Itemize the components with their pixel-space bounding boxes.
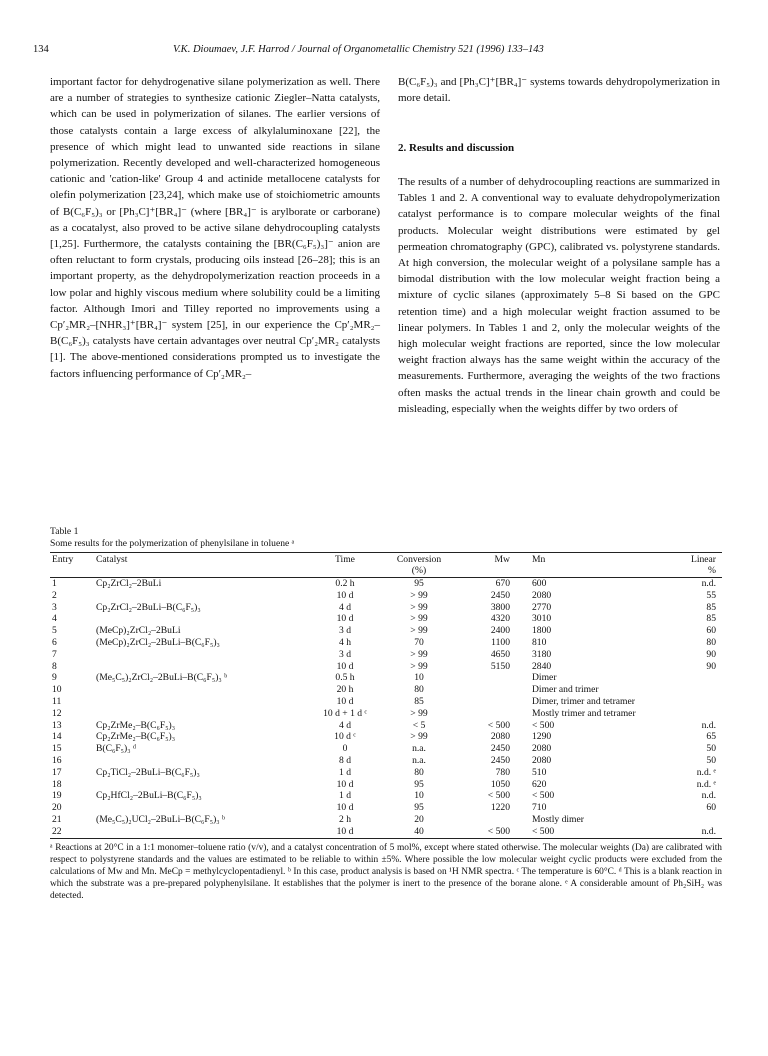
header-conversion-unit: (%) — [411, 565, 427, 576]
cell-catalyst — [94, 696, 308, 708]
cell-conversion: < 5 — [412, 719, 426, 731]
cell-linear: n.d. ᵉ — [696, 766, 716, 778]
cell-catalyst: B(C₆F₅)₃ ᵈ — [96, 743, 136, 755]
cell-entry: 20 — [52, 802, 62, 814]
cell-time: 20 h — [336, 684, 354, 696]
cell-mw: < 500 — [487, 825, 510, 837]
table-row — [50, 755, 722, 767]
header-conversion-label: Conversion — [396, 554, 442, 565]
cell-mn: 2840 — [532, 660, 552, 672]
cell-entry: 13 — [52, 719, 62, 731]
cell-linear: 60 — [706, 625, 716, 637]
cell-catalyst — [94, 802, 308, 814]
cell-catalyst: (MeCp)₂ZrCl₂–2BuLi — [96, 625, 181, 637]
cell-mn: 2080 — [532, 743, 552, 755]
cell-time: 10 d — [336, 778, 354, 790]
cell-conversion: 80 — [414, 684, 424, 696]
cell-mw: 4320 — [490, 613, 510, 625]
table-row — [50, 613, 722, 625]
cell-time: 1 d — [339, 790, 351, 802]
cell-linear: 90 — [706, 660, 716, 672]
right-intro: B(C₆F₅)₃ and [Ph₃C]⁺[BR₄]⁻ systems towards dehydropolymerization in more detail. — [398, 76, 720, 105]
cell-mw: 2450 — [490, 743, 510, 755]
cell-mw: 2400 — [490, 625, 510, 637]
cell-entry: 6 — [52, 636, 57, 648]
cell-conversion: 40 — [414, 825, 424, 837]
header-linear-unit: % — [708, 565, 716, 576]
cell-entry: 18 — [52, 778, 62, 790]
cell-catalyst: Cp₂HfCl₂–2BuLi–B(C₆F₅)₃ — [96, 790, 202, 802]
cell-time: 3 d — [339, 648, 351, 660]
cell-conversion: > 99 — [410, 648, 428, 660]
table-row — [50, 779, 722, 791]
cell-catalyst: Cp₂ZrCl₂–2BuLi — [96, 578, 162, 589]
table-row — [50, 602, 722, 614]
cell-linear — [654, 814, 722, 826]
cell-mw: 1100 — [491, 636, 510, 648]
cell-linear — [654, 684, 722, 696]
cell-time: 0 — [342, 743, 348, 755]
cell-conversion: 80 — [414, 766, 424, 778]
cell-entry: 21 — [52, 813, 62, 825]
cell-conversion: n.a. — [412, 743, 426, 755]
cell-time: 10 d — [336, 695, 354, 707]
cell-mn: < 500 — [532, 825, 555, 837]
table-header-row — [50, 553, 722, 578]
header-time: Time — [335, 554, 355, 565]
table-label: Table 1 — [50, 526, 79, 537]
table-1 — [50, 526, 722, 902]
right-column — [398, 74, 720, 415]
cell-conversion: 85 — [414, 695, 424, 707]
cell-mw: < 500 — [487, 790, 510, 802]
cell-linear: 90 — [706, 648, 716, 660]
results-table — [50, 552, 722, 839]
cell-time: 10 d — [336, 802, 354, 814]
cell-catalyst: Cp₂ZrCl₂–2BuLi–B(C₆F₅)₃ — [96, 601, 201, 613]
table-row — [50, 790, 722, 802]
cell-conversion: > 99 — [410, 660, 428, 672]
cell-linear: n.d. — [701, 825, 716, 837]
cell-linear: 55 — [706, 589, 716, 601]
table-row — [50, 578, 722, 590]
cell-catalyst — [94, 590, 308, 602]
cell-mn: 710 — [532, 802, 547, 814]
cell-linear: 85 — [706, 613, 716, 625]
cell-conversion: > 99 — [410, 589, 428, 601]
table-body — [50, 578, 722, 839]
cell-conversion: 95 — [414, 578, 424, 589]
cell-catalyst — [94, 661, 308, 673]
cell-entry: 2 — [52, 589, 57, 601]
cell-mn: Dimer and trimer — [532, 684, 599, 696]
cell-linear: n.d. — [701, 578, 716, 589]
cell-catalyst: Cp₂ZrMe₂–B(C₆F₅)₃ — [96, 731, 176, 743]
cell-time: 0.2 h — [335, 578, 355, 589]
header-entry: Entry — [52, 554, 74, 565]
cell-linear — [654, 708, 722, 720]
cell-entry: 8 — [52, 660, 57, 672]
cell-linear: 80 — [706, 636, 716, 648]
cell-time: 4 d — [339, 601, 351, 613]
cell-mw: 2080 — [490, 731, 510, 743]
cell-conversion: 10 — [414, 672, 424, 684]
table-row — [50, 802, 722, 814]
cell-mw: 4650 — [490, 648, 510, 660]
page-header — [33, 44, 733, 58]
cell-mw — [456, 708, 512, 720]
cell-entry: 17 — [52, 766, 62, 778]
cell-time: 4 d — [339, 719, 351, 731]
cell-entry: 16 — [52, 754, 62, 766]
cell-catalyst — [94, 649, 308, 661]
cell-catalyst: Cp₂ZrMe₂–B(C₆F₅)₃ — [96, 719, 176, 731]
header-catalyst: Catalyst — [96, 554, 128, 565]
cell-mw: 3800 — [490, 601, 510, 613]
cell-time: 10 d — [336, 660, 354, 672]
cell-entry: 3 — [52, 601, 57, 613]
cell-mn: 2770 — [532, 601, 552, 613]
cell-entry: 14 — [52, 731, 62, 743]
cell-conversion: > 99 — [410, 625, 428, 637]
cell-conversion: 20 — [414, 813, 424, 825]
cell-mn: 1800 — [532, 625, 552, 637]
cell-mw: 1050 — [490, 778, 510, 790]
table-row — [50, 767, 722, 779]
cell-time: 10 d — [336, 613, 354, 625]
cell-entry: 7 — [52, 648, 57, 660]
cell-conversion: 95 — [414, 778, 424, 790]
cell-linear: 60 — [706, 802, 716, 814]
cell-catalyst — [94, 684, 308, 696]
cell-catalyst — [94, 613, 308, 625]
left-column — [50, 74, 380, 382]
section-title: 2. Results and discussion — [398, 142, 515, 154]
cell-entry: 12 — [52, 707, 62, 719]
table-row — [50, 649, 722, 661]
cell-linear: 85 — [706, 601, 716, 613]
table-row — [50, 826, 722, 838]
cell-time: 10 d ᶜ — [334, 731, 356, 743]
cell-entry: 5 — [52, 625, 57, 637]
cell-time: 4 h — [339, 636, 351, 648]
table-row — [50, 708, 722, 720]
cell-time: 3 d — [339, 625, 351, 637]
cell-mn: Mostly trimer and tetramer — [532, 707, 636, 719]
cell-conversion: > 99 — [410, 601, 428, 613]
cell-mn: 1290 — [532, 731, 552, 743]
cell-mw: 2450 — [490, 589, 510, 601]
cell-mw — [456, 696, 512, 708]
cell-linear: 65 — [706, 731, 716, 743]
cell-time: 0.5 h — [335, 672, 355, 684]
running-title: V.K. Dioumaev, J.F. Harrod / Journal of Organometallic Chemistry 521 (1996) 133–143 — [173, 44, 544, 55]
cell-conversion: 10 — [414, 790, 424, 802]
cell-mw: 670 — [495, 578, 510, 589]
table-row — [50, 696, 722, 708]
table-row — [50, 743, 722, 755]
cell-linear — [654, 672, 722, 684]
cell-entry: 19 — [52, 790, 62, 802]
table-row — [50, 625, 722, 637]
cell-linear: 50 — [706, 743, 716, 755]
cell-entry: 11 — [52, 695, 62, 707]
cell-mw: 1220 — [490, 802, 510, 814]
cell-catalyst — [94, 826, 308, 838]
table-caption: Some results for the polymerization of phenylsilane in toluene ᵃ — [50, 538, 295, 549]
cell-catalyst — [94, 755, 308, 767]
cell-time: 8 d — [339, 754, 351, 766]
cell-mn: < 500 — [532, 719, 555, 731]
table-row — [50, 814, 722, 826]
cell-linear — [654, 696, 722, 708]
left-paragraph: important factor for dehydrogenative silane polymerization as well. There are a number of strategies to synthesize cationic Ziegler–Natta catalysts, which can be used in polymerization of silanes. The earlier versions of those catalysts contain a large excess of alkylaluminoxane [22], the presence of which might lead to unwanted side reactions in silane polymerization. Recently developed and well-characterized homogeneous cationic and 'cation-like' Group 4 and actinide metallocene catalysts for olefin polymerization [23,24], which make use of stoichiometric amounts of B(C₆F₅)₃ or [Ph₃C]⁺[BR₄]⁻ (where [BR₄]⁻ is arylborate or carborane) as a cocatalyst, also proved to be active silane dehydrocoupling catalysts [1,25]. Furthermore, the catalysts containing the [BR(C₆F₅)₃]⁻ anion are often reluctant to form crystals, producing oils instead [26–28]; this is an important property, as the dehydropolymerization reaction proceeds in a low polar and highly viscous medium where solubility could be a limiting factor. Although Imori and Tilley reported no improvements using a Cp′₂MR₂–[NHR₃]⁺[BR₄]⁻ system [25], in our experience the Cp′₂MR₂–B(C₆F₅)₃ catalysts have certain advantages over neutral Cp′₂MR₂ catalysts [1]. The above-mentioned considerations prompted us to investigate the factors influencing performance of Cp′₂MR₂– — [50, 76, 380, 380]
cell-linear: 50 — [706, 754, 716, 766]
header-linear — [654, 553, 722, 578]
cell-mn: Dimer — [532, 672, 557, 684]
table-footnote: ᵃ Reactions at 20°C in a 1:1 monomer–toluene ratio (v/v), and a catalyst concentration of 5 mol%, except where stated otherwise. The molecular weights (Da) are calibrated with respect to polystyrene standards and the values are estimated to be reliable to within ±5%. Where possible the low molecular weight cyclic products were excluded from the calculations of Mw and Mn. MeCp = methylcyclopentadienyl. ᵇ In this case, product analysis is based on ¹H NMR spectra. ᶜ The temperature is 60°C. ᵈ This is a blank reaction in which the substrate was a pre-prepared polyphenylsilane. It establishes that the polymer is inert to the presence of the borane alone. ᵉ A considerable amount of Ph₂SiH₂ was detected. — [50, 842, 722, 901]
cell-entry: 4 — [52, 613, 57, 625]
table-row — [50, 720, 722, 732]
header-conversion — [382, 553, 456, 578]
cell-mw: 780 — [495, 766, 510, 778]
cell-mw: 2450 — [490, 754, 510, 766]
header-linear-label: Linear — [690, 554, 716, 565]
cell-mw — [456, 672, 512, 684]
cell-time: 10 d — [336, 589, 354, 601]
table-row — [50, 661, 722, 673]
cell-time: 10 d — [336, 825, 354, 837]
table-row — [50, 731, 722, 743]
table-row — [50, 684, 722, 696]
table-row — [50, 590, 722, 602]
cell-catalyst: Cp₂TiCl₂–2BuLi–B(C₆F₅)₃ — [96, 766, 200, 778]
cell-mn: 620 — [532, 778, 547, 790]
cell-mn: Mostly dimer — [532, 813, 584, 825]
header-mw: Mw — [494, 554, 510, 565]
cell-mn: < 500 — [532, 790, 555, 802]
cell-time: 1 d — [339, 766, 351, 778]
table-row — [50, 672, 722, 684]
cell-mn: 3010 — [532, 613, 552, 625]
cell-conversion: 95 — [414, 802, 424, 814]
cell-linear: n.d. — [701, 719, 716, 731]
right-paragraph: The results of a number of dehydrocoupling reactions are summarized in Tables 1 and 2. A conventional way to evaluate dehydropolymerization catalyst performance is to compare molecular weights of the final products. Molecular weight distributions were estimated by gel permeation chromatography (GPC), calibrated vs. polystyrene standards. At high conversion, the molecular weight of a polysilane sample has a bimodal distribution with the low molecular weight fraction being a mixture of cyclic silanes (approximately 5–8 Si based on the GPC retention time) and a high molecular weight fraction assumed to be linear polymers. In Tables 1 and 2, only the molecular weights of the high molecular weight fractions are reported, since the low molecular weight fraction always has the same weight within the accuracy of the measurements. Furthermore, averaging the weights of the two fractions often masks the actual trends in the linear chain growth and could be misleading, especially when the weights differ by two orders of — [398, 176, 720, 415]
cell-catalyst — [94, 779, 308, 791]
cell-mn: 510 — [532, 766, 547, 778]
cell-entry: 15 — [52, 743, 62, 755]
cell-catalyst: (Me₅C₅)₂UCl₂–2BuLi–B(C₆F₅)₃ ᵇ — [96, 813, 225, 825]
cell-mw — [456, 684, 512, 696]
header-mn: Mn — [532, 554, 546, 565]
cell-mw: < 500 — [487, 719, 510, 731]
cell-catalyst — [94, 708, 308, 720]
cell-linear: n.d. ᵉ — [696, 778, 716, 790]
cell-time: 10 d + 1 d ᶜ — [323, 707, 367, 719]
cell-catalyst: (MeCp)₂ZrCl₂–2BuLi–B(C₆F₅)₃ — [96, 636, 220, 648]
cell-linear: n.d. — [701, 790, 716, 802]
cell-time: 2 h — [339, 813, 351, 825]
cell-entry: 10 — [52, 684, 62, 696]
cell-mw: 5150 — [490, 660, 510, 672]
page-number: 134 — [33, 44, 49, 55]
cell-conversion: > 99 — [410, 613, 428, 625]
cell-mn: 810 — [532, 636, 547, 648]
cell-mn: 2080 — [532, 589, 552, 601]
cell-mw — [456, 814, 512, 826]
table-row — [50, 637, 722, 649]
cell-entry: 9 — [52, 672, 57, 684]
cell-conversion: 70 — [414, 636, 424, 648]
cell-conversion: > 99 — [410, 707, 428, 719]
cell-mn: 3180 — [532, 648, 552, 660]
cell-catalyst: (Me₅C₅)₂ZrCl₂–2BuLi–B(C₆F₅)₃ ᵇ — [96, 672, 228, 684]
cell-conversion: n.a. — [412, 754, 426, 766]
cell-mn: 2080 — [532, 754, 552, 766]
cell-entry: 22 — [52, 825, 62, 837]
cell-mn: Dimer, trimer and tetramer — [532, 695, 635, 707]
cell-entry: 1 — [52, 578, 57, 589]
cell-mn: 600 — [532, 578, 547, 589]
cell-conversion: > 99 — [410, 731, 428, 743]
